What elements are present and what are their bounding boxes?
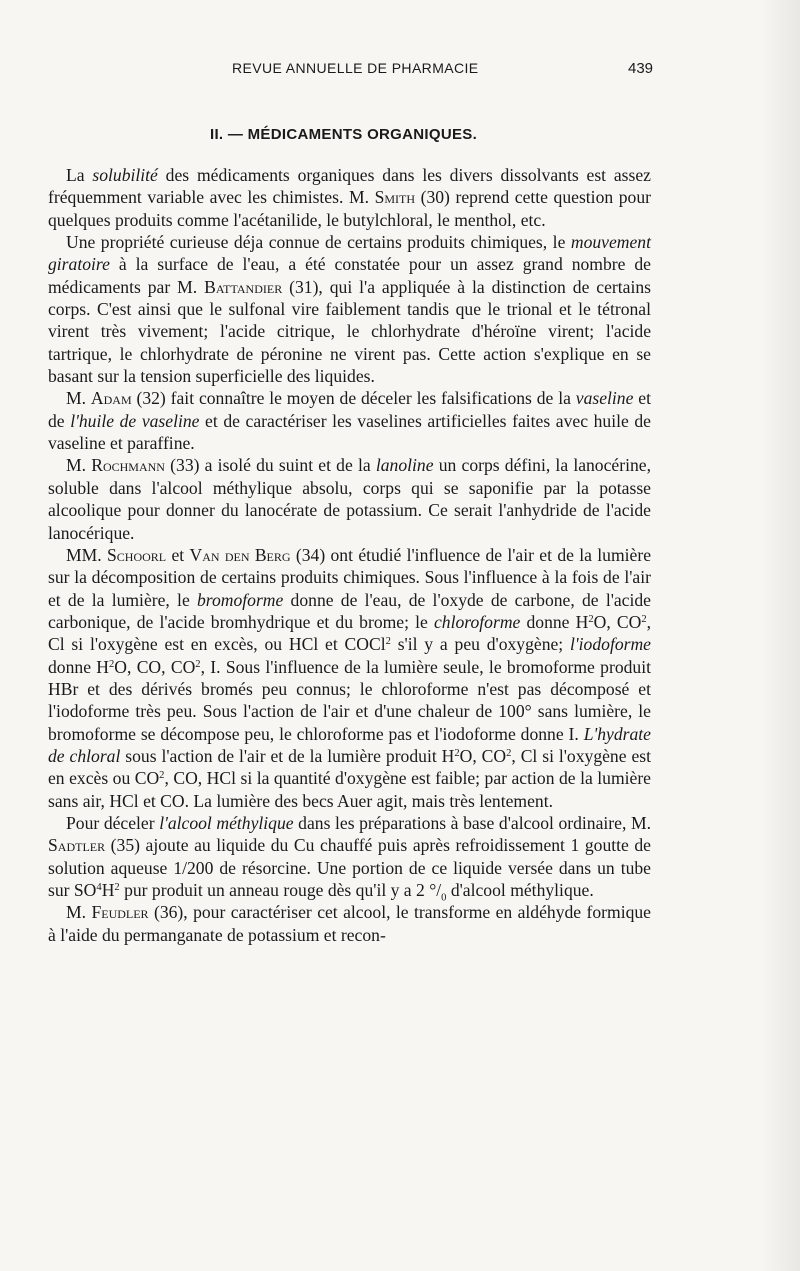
body-text bbox=[48, 164, 651, 946]
paragraph-feudler: M. Feudler (36), pour caractériser cet alcool, le transforme en aldéhyde formique à l'aide du permanganate de potassium et recon- bbox=[48, 902, 651, 945]
section-heading: II. — MÉDICAMENTS ORGANIQUES. bbox=[210, 126, 478, 143]
running-title: REVUE ANNUELLE DE PHARMACIE bbox=[232, 60, 479, 76]
paragraph-alcool-methylique: Pour déceler l'alcool méthylique dans les préparations à base d'alcool ordinaire, M. Sadtler (35) ajoute au liquide du Cu chauffé puis après refroidissement 1 goutte de solution aqueuse 1/200 de résorcine. Une portion de ce liquide versée dans un tube sur $SO^4H^2$ pur produit un anneau rouge dès qu'il y a 2 $^\circ/_0$ d'alcool méthylique. bbox=[48, 812, 651, 904]
page-edge-shadow bbox=[760, 0, 800, 1271]
page-number: 439 bbox=[628, 60, 654, 77]
paragraph-mouvement-giratoire: Une propriété curieuse déja connue de certains produits chimiques, le mouvement giratoire à la surface de l'eau, a été constatée pour un assez grand nombre de médicaments par M. Battandier (31), qui l'a appliquée à la distinction de certains corps. C'est ainsi que le sulfonal vire faiblement tandis que le trional et le tétronal virent très vivement; l'acide citrique, le chlorhydrate d'héroïne virent; l'acide tartrique, le chlorhydrate de péronine ne virent pas. Cette action s'explique en se basant sur la tension superficielle des liquides. bbox=[48, 232, 652, 387]
paragraph-lanoline: M. Rochmann (33) a isolé du suint et de la lanoline un corps défini, la lanocérine, soluble dans l'alcool méthylique absolu, corps qui se saponifie par la potasse alcoolique pour donner du lanocérate de potassium. Ce serait l'anhydride de l'acide lanocérique. bbox=[48, 455, 651, 543]
paragraph-air-lumiere: MM. Schoorl et Van den Berg (34) ont étudié l'influence de l'air et de la lumière sur la décomposition de certains produits chimiques. Sous l'influence à la fois de l'air et de la lumière, le bromoforme donne de l'eau, de l'oxyde de carbone, de l'acide carbonique, de l'acide bromhydrique et du brome; le chloroforme donne $H^2O$, $CO^2$, Cl si l'oxygène est en excès, ou HCl et COCl$^2$ s'il y a peu d'oxygène; l'iodoforme donne $H^2O$, CO, $CO^2$, I. Sous l'influence de la lumière seule, le bromoforme produit HBr et des dérivés bromés peu connus; le chloroforme n'est pas décomposé et l'iodoforme très peu. Sous l'action de l'air et d'une chaleur de 100° sans lumière, le bromoforme se décompose peu, le chloroforme pas et l'iodoforme donne I. L'hydrate de chloral sous l'action de l'air et de la lumière produit $H^2O$, $CO^2$, Cl si l'oxygène est en excès ou $CO^2$, CO, HCl si la quantité d'oxygène est faible; par action de la lumière sans air, HCl et CO. La lumière des becs Auer agit, mais très lentement. bbox=[48, 544, 652, 811]
page-header bbox=[0, 60, 800, 84]
paragraph-vaseline: M. Adam (32) fait connaître le moyen de déceler les falsifications de la vaseline et de l'huile de vaseline et de caractériser les vaselines artificielles faites avec huile de vaseline et paraffine. bbox=[48, 388, 651, 454]
paragraph-solubilite: La solubilité des médicaments organiques dans les divers dissolvants est assez fréquemment variable avec les chimistes. M. Smith (30) reprend cette question pour quelques produits comme l'acétanilide, le butylchloral, le menthol, etc. bbox=[48, 165, 651, 230]
